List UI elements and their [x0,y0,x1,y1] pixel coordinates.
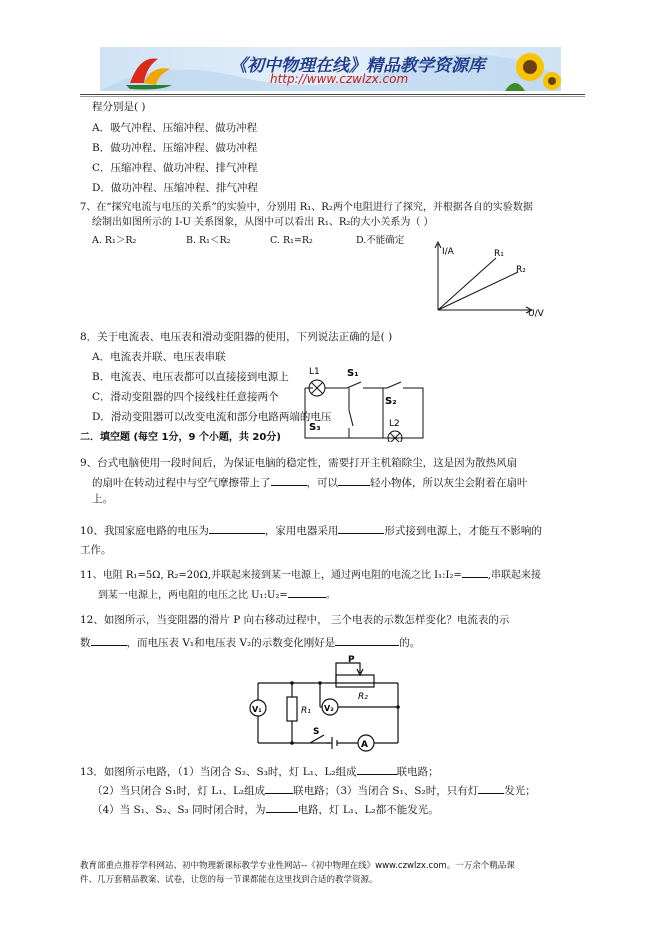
q12-blank-1[interactable] [91,634,127,646]
q13-blank-3[interactable] [478,782,504,794]
q12-circuit-diagram [240,655,420,755]
label-l1: L1 [309,367,320,377]
q10-blank-2[interactable] [338,522,384,534]
header-rule-thin [80,96,585,97]
q9-line2: 的扇叶在转动过程中与空气摩擦带上了 ，可以 轻小物体，所以灰尘会附着在扇叶 [92,474,528,490]
label-r1: R₁ [301,706,311,716]
q6-option-a: A．吸气冲程、压缩冲程、做功冲程 [92,122,258,134]
q7-option-d: D.不能确定 [356,235,405,246]
label-s1: S₁ [347,368,359,379]
q13-blank-1[interactable] [357,763,397,775]
q13-line3: （4）当 S₁、S₂、S₃ 同时闭合时，为 电路，灯 L₁、L₂都不能发光。 [92,801,439,817]
iu-graph [430,240,550,320]
header-banner [100,47,561,91]
q8-stem: 8．关于电流表、电压表和滑动变阻器的使用，下列说法正确的是( ) [80,331,393,343]
footer-line2: 件、几万套精品教案、试卷，让您的每一节课都能在这里找到合适的教学资源。 [80,875,378,885]
q11-blank-2[interactable] [288,586,326,598]
graph-y-label: I/A [442,247,454,257]
label-l2: L2 [389,419,400,429]
q13-circuit-diagram [295,360,430,442]
q9-line3: 上。 [92,493,113,505]
resistor-r1-icon [287,697,297,721]
footer-line1: 教育部重点推荐学科网站、初中物理新课标教学专业性网站--《初中物理在线》www.czwlzx.com。一万余个精品课 [80,861,515,871]
switch-s3-icon [349,410,353,426]
header-rule [80,94,585,95]
q12-line1: 12、如图所示，当变阻器的滑片 P 向右移动过程中， 三个电表的示数怎样变化？电流表的示 [80,614,510,626]
q7-option-c: C. R₁=R₂ [270,235,313,246]
q11-line1: 11、电阻 R₁=5Ω, R₂=20Ω,并联起来接到某一电源上，通过两电阻的电流之比 I₁:I₂= ,串联起来接 [80,566,541,583]
banner-title: 《初中物理在线》精品教学资源库 [230,56,485,76]
graph-r2-label: R₂ [516,265,526,275]
q10-blank-1[interactable] [209,522,265,534]
section2-heading: 二．填空题 (每空 1分，9 个小题，共 20分) [80,432,281,443]
q13-line1: 13．如图所示电路，（1）当闭合 S₂、S₃时，灯 L₁、L₂组成 联电路； [80,763,439,779]
q8-option-d: D．滑动变阻器可以改变电流和部分电路两端的电压 [92,411,332,423]
label-p: P [348,655,355,665]
q8-option-b: B．电流表、电压表都可以直接接到电源上 [92,371,289,383]
q12-blank-2[interactable] [335,634,399,646]
switch-s2-icon [387,382,401,388]
label-v2: V₂ [324,704,334,713]
q13-blank-2[interactable] [265,782,293,794]
lamp-l2-icon [388,431,402,442]
q10-line1: 10、我国家庭电路的电压为 ，家用电器采用 形式接到电源上，才能互不影响的 [80,522,542,538]
q13-blank-4[interactable] [266,801,298,813]
label-a: A [361,740,368,750]
rheostat-r2-icon [336,675,374,687]
q9-blank-2[interactable] [338,474,370,486]
q7-option-a: A. R₁＞R₂ [92,235,137,246]
label-s2: S₂ [385,396,397,407]
q9-blank-1[interactable] [271,474,307,486]
q8-option-a: A．电流表并联、电压表串联 [92,351,226,363]
graph-r1-label: R₁ [494,249,504,259]
q6-option-d: D．做功冲程、压缩冲程、排气冲程 [92,182,258,194]
q11-line2: 到某一电源上，两电阻的电压之比 U₁:U₂= 。 [98,586,336,603]
q7-stem-line2: 绘制出如图所示的 I-U 关系图象，从图中可以看出 R₁、R₂的大小关系为（ ） [92,217,434,228]
q8-option-c: C．滑动变阻器的四个接线柱任意接两个 [92,391,279,403]
label-v1: V₁ [252,705,262,714]
q7-option-b: B. R₁＜R₂ [186,235,231,246]
label-r2: R₂ [358,692,368,702]
q7-stem-line1: 7、在“探究电流与电压的关系”的实验中，分别用 R₁、R₂两个电阻进行了探究，并根据各自的实验数据 [80,202,533,213]
banner-url[interactable]: http://www.czwlzx.com [270,72,409,86]
label-s: S [313,727,320,737]
label-s3: S₃ [309,422,321,433]
q6-continuation: 程分别是( ) [92,101,146,113]
q13-line2: （2）当只闭合 S₁时，灯 L₁、L₂组成 联电路；（3）当闭合 S₁、S₂时，只有灯 发光； [92,782,536,798]
q12-line2: 数 ，而电压表 V₁和电压表 V₂的示数变化刚好是 的。 [80,634,420,650]
q6-option-b: B．做功冲程、压缩冲程、做功冲程 [92,142,258,154]
switch-s1-icon [347,382,361,388]
graph-x-label: U/V [528,309,544,319]
q10-line2: 工作。 [80,544,112,556]
graph-line-r2 [438,272,518,310]
q11-blank-1[interactable] [462,566,488,578]
q9-line1: 9、台式电脑使用一段时间后，为保证电脑的稳定性，需要打开主机箱除尘，这是因为散热风扇 [80,457,518,469]
q6-option-c: C．压缩冲程、做功冲程、排气冲程 [92,162,258,174]
graph-line-r1 [438,258,496,310]
